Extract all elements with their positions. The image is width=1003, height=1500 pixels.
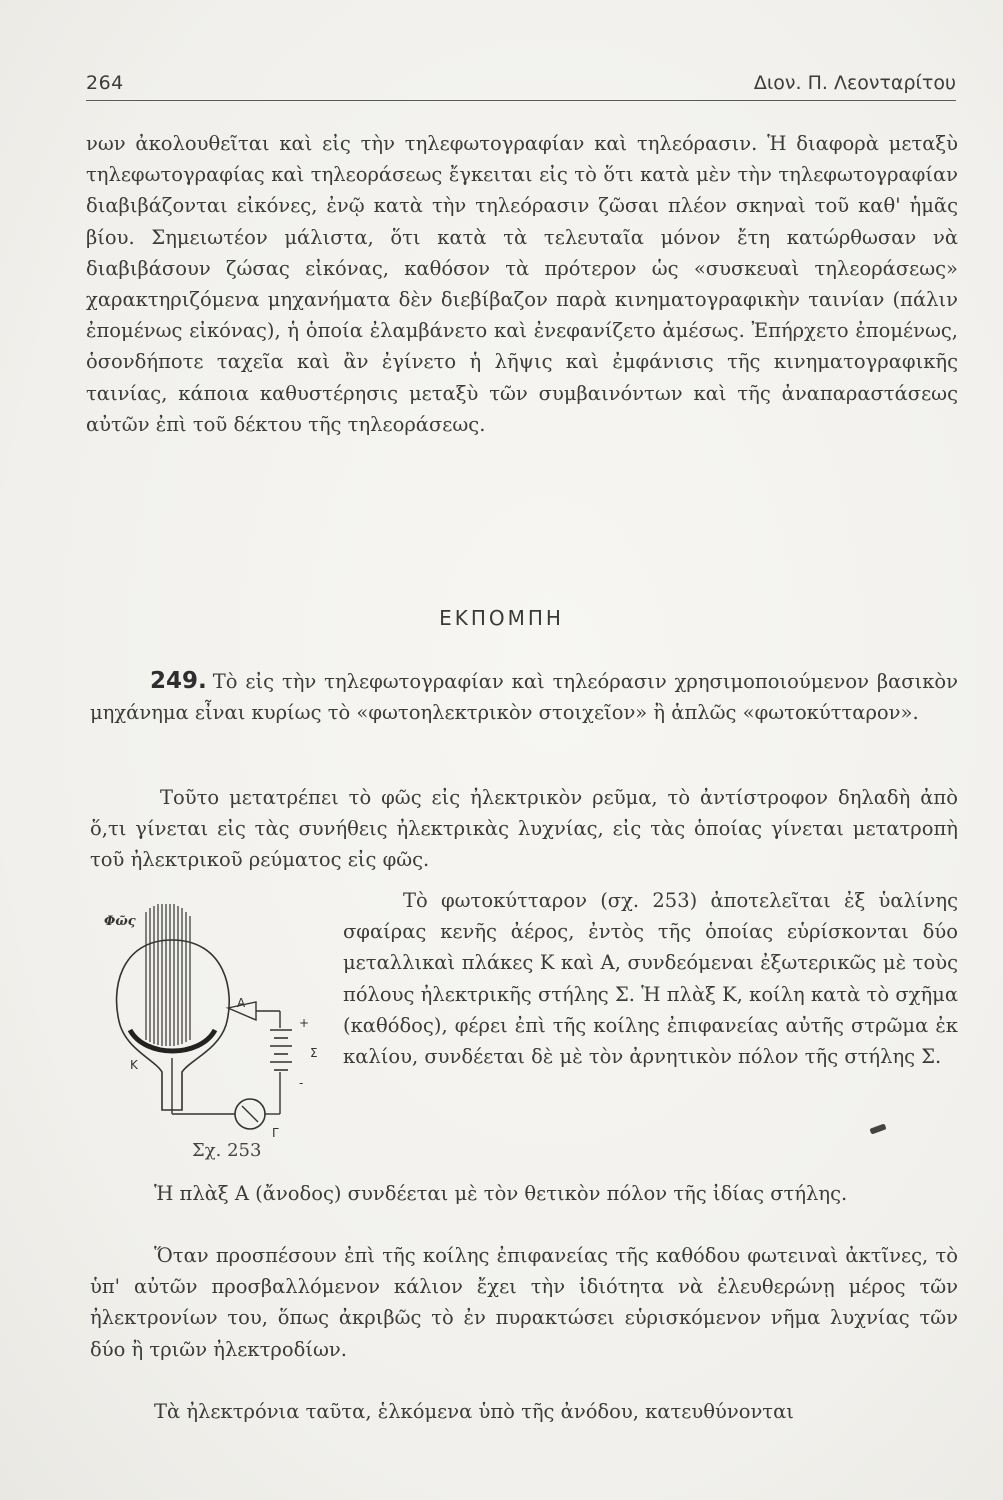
paragraph-249 — [90, 666, 958, 728]
paragraph-number: 249. — [150, 668, 207, 694]
paragraph-light-conversion: Τοῦτο μετατρέπει τὸ φῶς εἰς ἠλεκτρικὸν ρεῦμα, τὸ ἀντίστροφον δηλαδὴ ἀπὸ ὅ,τι γίνεται εἰς τὰς συνήθεις ἠλεκτρικὰς λυχνίας, εἰς τὰς ὁποίας γίνεται μετατροπὴ τοῦ ἠλεκτρικοῦ ρεύματος εἰς φῶς. — [90, 786, 958, 872]
label-plus: + — [299, 1016, 310, 1030]
battery-cells — [270, 1030, 292, 1070]
ink-mark — [869, 1123, 886, 1134]
label-cathode: K — [130, 1058, 138, 1072]
light-rays — [146, 904, 190, 1046]
page-header — [86, 66, 956, 101]
paragraph-249-text: Τὸ εἰς τὴν τηλεφωτογραφίαν καὶ τηλεόρασιν χρησιμοποιούμενον βασικὸν μηχάνημα εἶναι κυρίως τὸ «φωτοηλεκτρικὸν στοιχεῖον» ἢ ἁπλῶς «φωτοκύτταρον». — [90, 670, 958, 725]
photocell-diagram — [100, 900, 340, 1180]
glass-bulb — [117, 940, 230, 1110]
figure-caption: Σχ. 253 — [192, 1140, 262, 1161]
label-meter: Γ — [272, 1126, 279, 1140]
label-battery: Σ — [310, 1046, 318, 1060]
running-head: Διον. Π. Λεονταρίτου — [753, 72, 956, 94]
paragraph-electron-emission: Ὅταν προσπέσουν ἐπὶ τῆς κοίλης ἐπιφανείας τῆς καθόδου φωτειναὶ ἀκτῖνες, τὸ ὑπ' αὐτῶν προσβαλλόμενον κάλιον ἔχει τὴν ἰδιότητα νὰ ἐλευθερώνῃ μέρος τῶν ἠλεκτρονίων του, ὅπως ἀκριβῶς τὸ ἐν πυρακτώσει εὑρισκόμενον νῆμα λυχνίας τῶν δύο ἢ τριῶν ἠλεκτροδίων. — [90, 1244, 958, 1361]
page-number: 264 — [86, 72, 124, 94]
paragraph-electrons-continue: Τὰ ἠλεκτρόνια ταῦτα, ἑλκόμενα ὑπὸ τῆς ἀνόδου, κατευθύνονται — [154, 1400, 794, 1423]
paragraph-photocell-description: Τὸ φωτοκύτταρον (σχ. 253) ἀποτελεῖται ἐξ ὑαλίνης σφαίρας κενῆς ἀέρος, ἐντὸς τῆς ὁποίας εὑρίσκονται δύο μεταλλικαὶ πλάκες Κ καὶ Α, συνδεόμεναι ἐξωτερικῶς μὲ τοὺς πόλους ἠλεκτρικῆς στήλης Σ. Ἡ πλὰξ Κ, κοίλη κατὰ τὸ σχῆμα (καθόδος), φέρει ἐπὶ τῆς κοίλης ἐπιφανείας αὐτῆς στρῶμα ἐκ καλίου, συνδέεται δὲ μὲ τὸν ἀρνητικὸν πόλον τῆς στήλης Σ. — [343, 889, 958, 1069]
label-anode: A — [237, 996, 246, 1010]
label-light: Φῶς — [104, 914, 136, 929]
photocell-figure — [100, 900, 340, 1180]
paragraph-television-difference: νων ἀκολουθεῖται καὶ εἰς τὴν τηλεφωτογραφίαν καὶ τηλεόρασιν. Ἡ διαφορὰ μεταξὺ τηλεφωτογραφίας καὶ τηλεοράσεως ἔγκειται εἰς τὸ ὅτι κατὰ μὲν τὴν τηλεφωτογραφίαν διαβιβάζονται εἰκόνες, ἐνῷ κατὰ τὴν τηλεόρασιν ζῶσαι πλέον σκηναὶ τοῦ καθ' ἡμᾶς βίου. Σημειωτέον μάλιστα, ὅτι κατὰ τὰ τελευταῖα μόνον ἔτη κατώρθωσαν νὰ διαβιβάσουν ζώσας εἰκόνας, καθόσον τὰ πρότερον ὡς «συσκευαὶ τηλεοράσεως» χαρακτηριζόμενα μηχανήματα δὲν διεβίβαζον παρὰ κινηματογραφικὴν ταινίαν (πάλιν ἐπομένως εἰκόνας), ἡ ὁποία ἐλαμβάνετο καὶ ἐνεφανίζετο ἀμέσως. Ἐπήρχετο ἐπομένως, ὁσονδήποτε ταχεῖα καὶ ἂν ἐγίνετο ἡ λῆψις καὶ ἐμφάνισις τῆς κινηματογραφικῆς ταινίας, κάποια καθυστέρησις μεταξὺ τῶν συμβαινόντων καὶ τῆς ἀναπαραστάσεως αὐτῶν ἐπὶ τοῦ δέκτου τῆς τηλεοράσεως. — [86, 132, 958, 436]
section-heading: ΕΚΠΟΜΠΗ — [439, 606, 564, 630]
cathode-plate — [130, 1030, 215, 1051]
paragraph-anode: Ἡ πλὰξ Α (ἄνοδος) συνδέεται μὲ τὸν θετικὸν πόλον τῆς ἰδίας στήλης. — [154, 1182, 848, 1205]
label-minus: - — [299, 1076, 304, 1090]
